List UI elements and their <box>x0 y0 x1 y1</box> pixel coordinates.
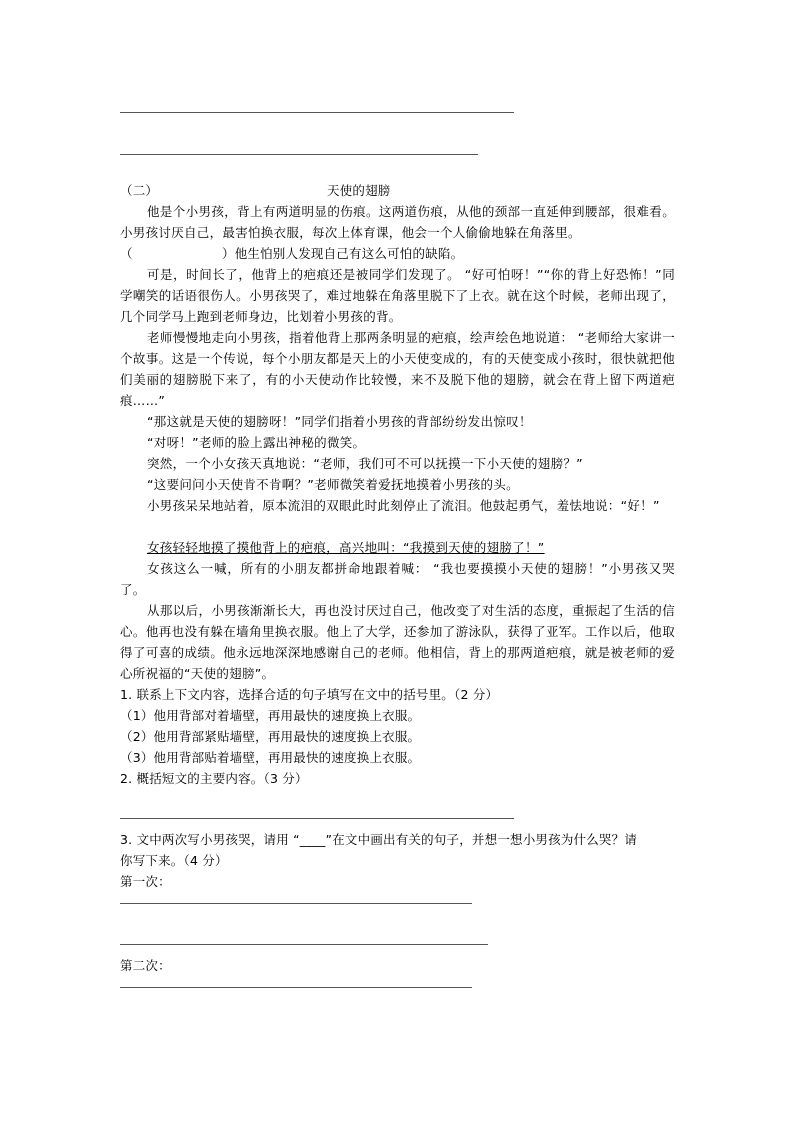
passage-paragraph: 可是，时间长了，他背上的疤痕还是被同学们发现了。 “好可怕呀！”“你的背上好恐怖！”同学嘲笑的话语很伤人。小男孩哭了，难过地躲在角落里脱下了上衣。就在这个时候，老师出现了，几个同学马上跑到老师身边，比划着小男孩的背。 <box>120 267 675 324</box>
passage-paragraph: 老师慢慢地走向小男孩，指着他背上那两条明显的疤痕，绘声绘色地说道： “老师给大家讲一个故事。这是一个传说，每个小朋友都是天上的小天使变成的，有的天使变成小孩时，很快就把他们美丽的翅膀脱下来了，有的小天使动作比较慢，来不及脱下他的翅膀，就会在背上留下两道疤痕……” <box>120 330 675 408</box>
answer-line <box>120 944 488 945</box>
passage-paragraph-underlined: 女孩轻轻地摸了摸他背上的疤痕，高兴地叫：“我摸到天使的翅膀了！” <box>147 540 545 555</box>
question-1-option: （2）他用背部紧贴墙壁，再用最快的速度换上衣服。 <box>120 729 421 744</box>
question-3-line1: 3. 文中两次写小男孩哭，请用 “____”在文中画出有关的句子，并想一想小男孩为什么哭？请 <box>120 832 638 847</box>
answer-line <box>120 903 472 904</box>
passage-paragraph: 从那以后，小男孩渐渐长大，再也没讨厌过自己，他改变了对生活的态度，重振起了生活的信心。他再也没有躲在墙角里换衣服。他上了大学，还参加了游泳队，获得了亚军。工作以后，他取得了可喜的成绩。他永远地深深地感谢自己的老师。他相信，背上的那两道疤痕，就是被老师的爱心所祝福的“天使的翅膀”。 <box>120 603 675 681</box>
passage-paragraph: “那这就是天使的翅膀呀！”同学们指着小男孩的背部纷纷发出惊叹！ <box>147 414 532 429</box>
section-label: （二） <box>120 183 159 198</box>
passage-paragraph: 突然，一个小女孩天真地说：“老师，我们可不可以抚摸一下小天使的翅膀？” <box>147 456 583 471</box>
question-3-line2: 你写下来。（4 分） <box>120 853 228 868</box>
second-time-label: 第二次： <box>120 958 171 973</box>
answer-line <box>120 987 472 988</box>
blank-open-paren: （ <box>120 246 133 261</box>
question-1-option: （3）他用背部贴着墙壁，再用最快的速度换上衣服。 <box>120 750 421 765</box>
passage-paragraph: 他是个小男孩，背上有两道明显的伤痕。这两道伤痕，从他的颈部一直延伸到腰部，很难看。小男孩讨厌自己，最害怕换衣服，每次上体育课，他会一个人偷偷地躲在角落里。 <box>120 204 675 240</box>
question-1: 1. 联系上下文内容，选择合适的句子填写在文中的括号里。（2 分） <box>120 687 499 702</box>
question-2: 2. 概括短文的主要内容。（3 分） <box>120 771 308 786</box>
question-1-option: （1）他用背部对着墙壁，再用最快的速度换上衣服。 <box>120 708 421 723</box>
answer-line <box>120 818 514 819</box>
answer-line <box>120 112 514 113</box>
passage-paragraph: 女孩这么一喊，所有的小朋友都拼命地跟着喊： “我也要摸摸小天使的翅膀！”小男孩又哭了。 <box>120 561 675 597</box>
passage-paragraph: “对呀！”老师的脸上露出神秘的微笑。 <box>147 435 366 450</box>
passage-paragraph: 小男孩呆呆地站着，原本流泪的双眼此时此刻停止了流泪。他鼓起勇气，羞怯地说：“好！” <box>147 498 660 513</box>
blank-sentence-rest: ）他生怕别人发现自己有这么可怕的缺陷。 <box>222 246 464 261</box>
answer-line <box>120 154 478 155</box>
passage-title: 天使的翅膀 <box>327 183 391 198</box>
passage-paragraph: “这要问问小天使肯不肯啊？”老师微笑着爱抚地摸着小男孩的头。 <box>147 477 519 492</box>
first-time-label: 第一次： <box>120 874 171 889</box>
